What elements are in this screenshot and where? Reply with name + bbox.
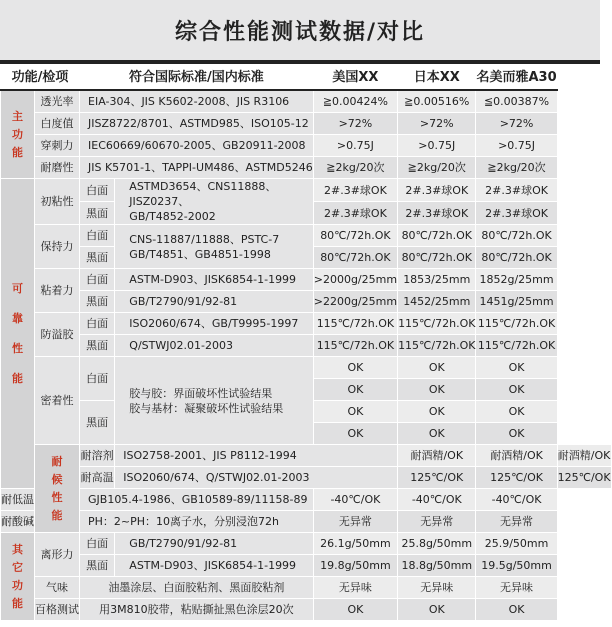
value-cell: 115℃/72h.OK: [313, 313, 397, 335]
sub-label-black: 黑面: [80, 555, 115, 577]
title-bar: [0, 0, 600, 60]
standard-cell: 油墨涂层、白面胶粘剂、黑面胶粘剂: [80, 577, 314, 599]
value-cell: OK: [313, 401, 397, 423]
table-row: [1, 179, 612, 202]
sub-label-white: 白面: [80, 313, 115, 335]
value-cell: 115℃/72h.OK: [313, 335, 397, 357]
value-cell: ≧0.00424%: [313, 90, 397, 113]
group-other: 其它功能: [1, 533, 35, 621]
value-cell: 125℃/OK: [476, 467, 557, 489]
value-cell: 80℃/72h.OK: [476, 247, 557, 269]
value-cell: OK: [313, 423, 397, 445]
value-cell: 耐酒精/OK: [398, 445, 476, 467]
standard-cell: 胶与胶：界面破坏性试验结果 胶与基材：凝聚破坏性试验结果: [115, 357, 313, 445]
table-row: [1, 135, 612, 157]
value-cell: 2#.3#球OK: [476, 179, 557, 202]
value-cell: >72%: [476, 113, 557, 135]
standard-cell: ASTM-D903、JISK6854-1-1999: [115, 555, 313, 577]
value-cell: OK: [476, 401, 557, 423]
table-row: [1, 90, 612, 113]
value-cell: 2#.3#球OK: [398, 179, 476, 202]
item-label: 保持力: [35, 225, 80, 269]
value-cell: OK: [476, 423, 557, 445]
value-cell: 耐酒精/OK: [476, 445, 557, 467]
table-row: [1, 113, 612, 135]
standard-cell: JIS K5701-1、TAPPI-UM486、ASTMD5246: [80, 157, 314, 179]
standard-cell: PH：2~PH：10离子水，分别浸泡72h: [80, 511, 314, 533]
value-cell: 耐酒精/OK: [557, 445, 611, 467]
table-row: [1, 489, 612, 511]
value-cell: 25.8g/50mm: [398, 533, 476, 555]
page-title: 综合性能测试数据/对比: [174, 19, 426, 45]
sub-label-white: 白面: [80, 533, 115, 555]
value-cell: >72%: [313, 113, 397, 135]
sub-label-white: 白面: [80, 179, 115, 202]
value-cell: >72%: [398, 113, 476, 135]
value-cell: 2#.3#球OK: [313, 179, 397, 202]
value-cell: OK: [476, 379, 557, 401]
sub-label-black: 黑面: [80, 247, 115, 269]
value-cell: 80℃/72h.OK: [313, 225, 397, 247]
header-brand-a30: 名美而雅A30: [476, 65, 557, 91]
value-cell: ≧2kg/20次: [398, 157, 476, 179]
value-cell: -40℃/OK: [476, 489, 557, 511]
table-row: [1, 511, 612, 533]
group-main: 主功能: [1, 90, 35, 179]
value-cell: OK: [398, 401, 476, 423]
table-row: [1, 225, 612, 247]
item-label: 粘着力: [35, 269, 80, 313]
value-cell: 125℃/OK: [557, 467, 611, 489]
comparison-table: [0, 64, 612, 621]
value-cell: ≧2kg/20次: [476, 157, 557, 179]
value-cell: 无异常: [476, 511, 557, 533]
item-label: 耐磨性: [35, 157, 80, 179]
standard-cell: ISO2060/674、Q/STWJ02.01-2003: [115, 467, 398, 489]
value-cell: ≧2kg/20次: [313, 157, 397, 179]
value-cell: OK: [398, 599, 476, 621]
value-cell: 80℃/72h.OK: [398, 247, 476, 269]
sub-label-black: 黑面: [80, 401, 115, 445]
value-cell: 2#.3#球OK: [398, 202, 476, 225]
value-cell: 80℃/72h.OK: [398, 225, 476, 247]
value-cell: 18.8g/50mm: [398, 555, 476, 577]
table-row: [1, 599, 612, 621]
table-row: [1, 467, 612, 489]
value-cell: >2000g/25mm: [313, 269, 397, 291]
header-brand-us: 美国XX: [313, 65, 397, 91]
item-label: 耐溶剂: [80, 445, 115, 467]
value-cell: 无异味: [313, 577, 397, 599]
sub-label-black: 黑面: [80, 291, 115, 313]
value-cell: >0.75J: [398, 135, 476, 157]
value-cell: 19.8g/50mm: [313, 555, 397, 577]
value-cell: >2200g/25mm: [313, 291, 397, 313]
standard-cell: CNS-11887/11888、PSTC-7 GB/T4851、GB4851-1998: [115, 225, 313, 269]
sub-label-white: 白面: [80, 269, 115, 291]
value-cell: 2#.3#球OK: [476, 202, 557, 225]
value-cell: 1852g/25mm: [476, 269, 557, 291]
sub-label-black: 黑面: [80, 202, 115, 225]
value-cell: 80℃/72h.OK: [476, 225, 557, 247]
sub-label-white: 白面: [80, 225, 115, 247]
value-cell: ≦0.00387%: [476, 90, 557, 113]
group-weather: 耐候性能: [35, 445, 80, 533]
value-cell: 1451g/25mm: [476, 291, 557, 313]
standard-cell: ASTM-D903、JISK6854-1-1999: [115, 269, 313, 291]
standard-cell: GB/T2790/91/92-81: [115, 291, 313, 313]
item-label: 穿刺力: [35, 135, 80, 157]
table-row: [1, 313, 612, 335]
value-cell: >0.75J: [476, 135, 557, 157]
standard-cell: ISO2060/674、GB/T9995-1997: [115, 313, 313, 335]
value-cell: -40℃/OK: [398, 489, 476, 511]
value-cell: 115℃/72h.OK: [476, 335, 557, 357]
standard-cell: IEC60669/60670-2005、GB20911-2008: [80, 135, 314, 157]
sub-label-white: 白面: [80, 357, 115, 401]
group-reliable: 可靠性能: [1, 179, 35, 489]
standard-cell: GB/T2790/91/92-81: [115, 533, 313, 555]
table-row: [1, 445, 612, 467]
standard-cell: Q/STWJ02.01-2003: [115, 335, 313, 357]
table-row: [1, 291, 612, 313]
value-cell: 1452/25mm: [398, 291, 476, 313]
table-row: [1, 269, 612, 291]
value-cell: -40℃/OK: [313, 489, 397, 511]
value-cell: OK: [398, 357, 476, 379]
value-cell: ≧0.00516%: [398, 90, 476, 113]
standard-cell: ISO2758-2001、JIS P8112-1994: [115, 445, 398, 467]
value-cell: 无异常: [398, 511, 476, 533]
value-cell: OK: [313, 357, 397, 379]
table-row: [1, 577, 612, 599]
standard-cell: 用3M810胶带，粘贴撕扯黑色涂层20次: [80, 599, 314, 621]
value-cell: 80℃/72h.OK: [313, 247, 397, 269]
table-row: [1, 357, 612, 379]
standard-cell: EIA-304、JIS K5602-2008、JIS R3106: [80, 90, 314, 113]
value-cell: 19.5g/50mm: [476, 555, 557, 577]
standard-cell: ASTMD3654、CNS11888、JISZ0237、 GB/T4852-2002: [115, 179, 313, 225]
value-cell: 26.1g/50mm: [313, 533, 397, 555]
value-cell: OK: [313, 379, 397, 401]
table-row: [1, 335, 612, 357]
value-cell: 25.9/50mm: [476, 533, 557, 555]
sub-label-black: 黑面: [80, 335, 115, 357]
item-label: 百格测试: [35, 599, 80, 621]
standard-cell: JISZ8722/8701、ASTMD985、ISO105-12: [80, 113, 314, 135]
value-cell: 115℃/72h.OK: [476, 313, 557, 335]
header-standard: 符合国际标准/国内标准: [80, 65, 314, 91]
header-function: 功能/检项: [1, 65, 80, 91]
item-label: 离形力: [35, 533, 80, 577]
value-cell: 无异味: [398, 577, 476, 599]
value-cell: OK: [398, 379, 476, 401]
value-cell: OK: [398, 423, 476, 445]
item-label: 白度值: [35, 113, 80, 135]
value-cell: 1853/25mm: [398, 269, 476, 291]
item-label: 初粘性: [35, 179, 80, 225]
header-brand-jp: 日本XX: [398, 65, 476, 91]
standard-cell: GJB105.4-1986、GB10589-89/11158-89: [80, 489, 314, 511]
table-row: [1, 157, 612, 179]
value-cell: 115℃/72h.OK: [398, 335, 476, 357]
table-row: [1, 533, 612, 555]
item-label: 气味: [35, 577, 80, 599]
value-cell: OK: [476, 357, 557, 379]
value-cell: 125℃/OK: [398, 467, 476, 489]
value-cell: 无异味: [476, 577, 557, 599]
item-label: 耐高温: [80, 467, 115, 489]
value-cell: 115℃/72h.OK: [398, 313, 476, 335]
item-label: 防溢胶: [35, 313, 80, 357]
value-cell: OK: [476, 599, 557, 621]
item-label: 耐低温: [1, 489, 35, 511]
value-cell: 2#.3#球OK: [313, 202, 397, 225]
item-label: 耐酸碱: [1, 511, 35, 533]
item-label: 密着性: [35, 357, 80, 445]
table-header: [1, 65, 612, 91]
value-cell: 无异常: [313, 511, 397, 533]
item-label: 透光率: [35, 90, 80, 113]
table-row: [1, 555, 612, 577]
value-cell: >0.75J: [313, 135, 397, 157]
value-cell: OK: [313, 599, 397, 621]
